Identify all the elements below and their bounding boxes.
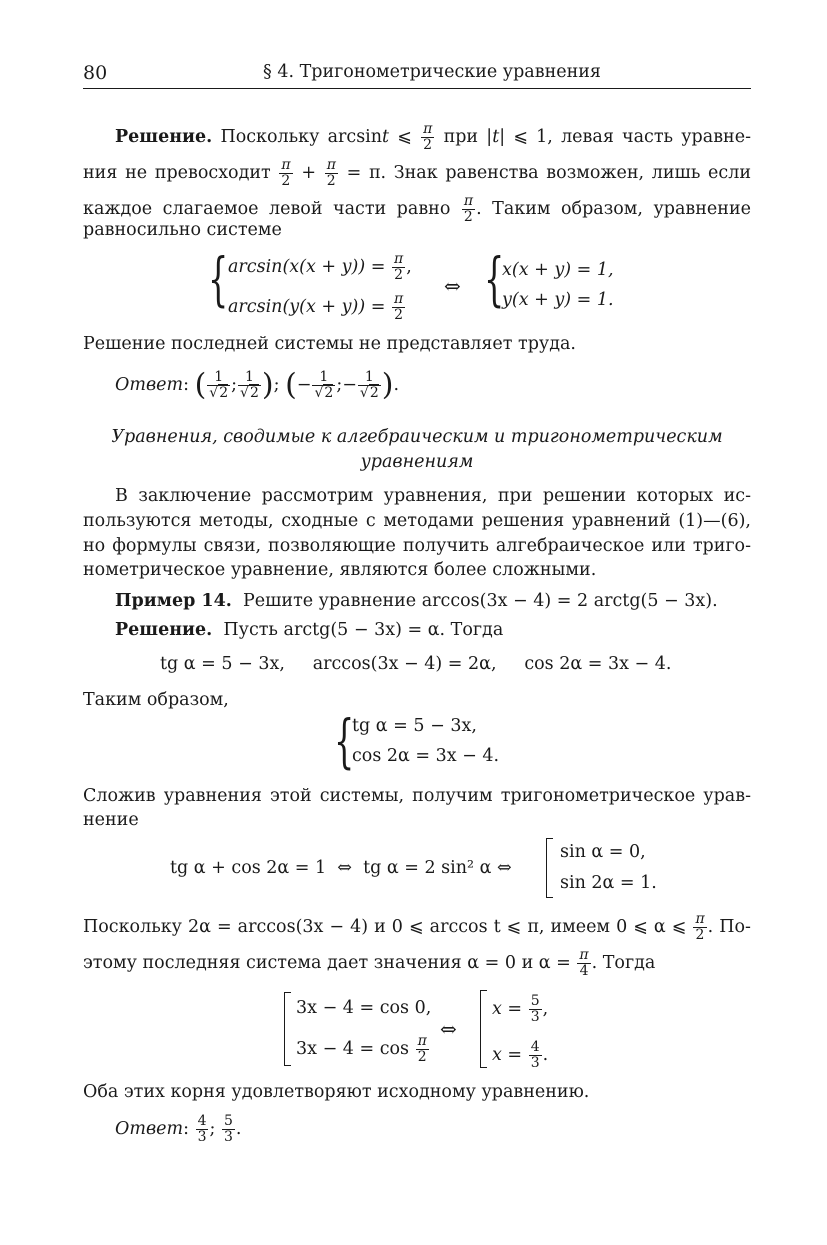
text: ; [209, 1119, 216, 1139]
text: ⩽ [389, 127, 421, 147]
p5-line1 [83, 912, 751, 943]
denominator: 3 [223, 1129, 233, 1145]
sys3-row2 [296, 1034, 430, 1065]
fraction [238, 370, 261, 401]
numerator: π [394, 291, 404, 307]
solution-label: Решение. [115, 620, 213, 640]
fraction [358, 370, 381, 401]
numerator: π [463, 193, 474, 209]
numerator: π [579, 947, 589, 963]
p3-line4: нометрическое уравнение, являются более сложными. [83, 560, 597, 580]
fraction [392, 292, 405, 323]
numerator: 4 [197, 1113, 207, 1129]
text: каждое слагаемое левой части равно [83, 199, 451, 219]
solution-2 [115, 618, 751, 642]
denominator: 2 [695, 927, 705, 943]
text: , [406, 257, 412, 277]
text: ; [336, 375, 343, 395]
text: , [542, 999, 549, 1019]
paren: ) [261, 367, 274, 403]
denominator: 2 [394, 267, 404, 283]
text: . Таким образом, уравнение [476, 199, 751, 219]
thus-text: Таким образом, [83, 690, 229, 710]
left-bracket [480, 990, 487, 1068]
text: t [382, 127, 390, 147]
text: − [296, 375, 312, 395]
text: Поскольку arcsin [220, 127, 383, 147]
denominator: 3 [530, 1055, 540, 1071]
denominator: 3 [197, 1129, 207, 1145]
sys1-right-row2: y(x + y) = 1. [502, 290, 614, 310]
text: ; [273, 375, 280, 395]
fraction [529, 994, 542, 1025]
denominator: 2 [463, 209, 473, 225]
denominator: √2 [209, 385, 229, 401]
numerator: π [281, 157, 291, 173]
numerator: π [695, 911, 705, 927]
text: = π. Знак равенства возможен, лишь если [338, 163, 751, 183]
p2: Решение последней системы не представляет труда. [83, 334, 576, 354]
subheading-line1: Уравнения, сводимые к алгебраическим и тригонометрическим [111, 427, 723, 447]
denominator: 2 [423, 137, 433, 153]
text: x = [492, 1045, 523, 1065]
left-brace: { [484, 245, 505, 313]
subheading-line2: уравнениям [360, 452, 474, 472]
p1-line1 [115, 122, 751, 153]
denominator: 2 [394, 307, 404, 323]
p4-line1: Сложив уравнения этой системы, получим тригонометрическое урав- [83, 786, 751, 806]
sys1-row1 [228, 252, 412, 283]
text: − [342, 375, 357, 395]
fraction [312, 370, 335, 401]
text: : [183, 1119, 189, 1139]
text: . По- [707, 917, 751, 937]
fraction [325, 158, 338, 189]
numerator: π [423, 121, 433, 137]
text: t [492, 127, 500, 147]
radicand: 2 [249, 385, 259, 401]
fraction [279, 158, 292, 189]
answer-2 [115, 1114, 751, 1145]
fraction [207, 370, 230, 401]
sys1-right-row1: x(x + y) = 1, [502, 260, 614, 280]
text: ; [231, 375, 238, 395]
radicand: 2 [324, 385, 334, 401]
answer-label: Ответ [115, 375, 184, 395]
denominator: 2 [326, 173, 336, 189]
left-brace: { [334, 707, 355, 775]
sys3-right-row1 [492, 994, 548, 1025]
fraction [196, 1114, 209, 1145]
numerator: 5 [530, 993, 540, 1009]
answer-label: Ответ [115, 1119, 184, 1139]
text: arcsin(x(x + y)) = [228, 257, 386, 277]
sys2-row2: cos 2α = 3x − 4. [352, 746, 500, 766]
denominator: √2 [240, 385, 259, 401]
numerator: π [326, 157, 336, 173]
numerator: 1 [312, 370, 335, 386]
text: . [542, 1045, 549, 1065]
eq2-left: tg α + cos 2α = 1 ⇔ tg α = 2 sin² α ⇔ [170, 858, 512, 878]
paren: ( [194, 367, 207, 403]
text: x = [492, 999, 523, 1019]
iff-symbol: ⇔ [444, 274, 461, 298]
text: | ⩽ 1, левая часть уравне- [499, 127, 751, 147]
fraction [392, 252, 405, 283]
text: . [393, 375, 400, 395]
p3-line1: В заключение рассмотрим уравнения, при решении которых ис- [115, 486, 751, 506]
radicand: 2 [369, 385, 379, 401]
fraction [421, 122, 434, 153]
sys1-row2 [228, 292, 406, 323]
example-14 [115, 589, 751, 613]
numerator: 5 [223, 1113, 233, 1129]
denominator: 2 [417, 1049, 427, 1065]
sys3-row1: 3x − 4 = cos 0, [296, 998, 432, 1018]
paren: ) [381, 367, 394, 403]
eq2-row1: sin α = 0, [560, 842, 646, 862]
left-brace: { [208, 245, 229, 313]
sys3-right-row2 [492, 1040, 548, 1071]
eq2-row2: sin 2α = 1. [560, 873, 657, 893]
numerator: π [417, 1033, 427, 1049]
denominator: √2 [314, 385, 334, 401]
denominator: √2 [359, 385, 379, 401]
solution-label: Решение. [115, 127, 213, 147]
running-title: § 4. Тригонометрические уравнения [263, 62, 601, 82]
text: Поскольку 2α = arccos(3x − 4) и 0 ⩽ arccos t ⩽ π, имеем 0 ⩽ α ⩽ [83, 917, 687, 937]
left-bracket [284, 992, 291, 1066]
numerator: 1 [358, 370, 381, 386]
text: + [293, 163, 324, 183]
text: arcsin(y(x + y)) = [228, 297, 386, 317]
text: при | [443, 127, 493, 147]
text: . [235, 1119, 242, 1139]
left-bracket [546, 838, 553, 898]
page-header [83, 62, 751, 89]
p6: Оба этих корня удовлетворяют исходному уравнению. [83, 1082, 590, 1102]
answer-1 [115, 367, 751, 403]
fraction [416, 1034, 429, 1065]
p1-line2 [83, 158, 751, 189]
page-number: 80 [83, 62, 108, 84]
fraction [222, 1114, 235, 1145]
fraction [693, 912, 706, 943]
numerator: 1 [207, 370, 230, 386]
equation-line: tg α = 5 − 3x, arccos(3x − 4) = 2α, cos 2α = 3x − 4. [160, 654, 672, 674]
text: . Тогда [591, 953, 656, 973]
fraction [529, 1040, 542, 1071]
text: ния не превосходит [83, 163, 271, 183]
p5-line2 [83, 948, 751, 979]
iff-symbol: ⇔ [440, 1017, 457, 1041]
text: этому последняя система дает значения α = 0 и α = [83, 953, 571, 973]
p1-line4: равносильно системе [83, 220, 282, 240]
numerator: 1 [238, 370, 261, 386]
fraction [577, 948, 590, 979]
numerator: π [393, 251, 404, 267]
paren: ( [285, 367, 297, 403]
text: : [183, 375, 189, 395]
example-label: Пример 14. [115, 591, 232, 611]
numerator: 4 [530, 1039, 540, 1055]
text: Пусть arctg(5 − 3x) = α. Тогда [223, 620, 504, 640]
sys2-row1: tg α = 5 − 3x, [352, 716, 477, 736]
denominator: 4 [579, 963, 589, 979]
text: 3x − 4 = cos [296, 1039, 410, 1059]
p4-line2: нение [83, 810, 139, 830]
p3-line3: но формулы связи, позволяющие получить алгебраическое или триго- [83, 536, 751, 556]
text: Решите уравнение arccos(3x − 4) = 2 arctg(5 − 3x). [243, 591, 718, 611]
denominator: 2 [281, 173, 291, 189]
denominator: 3 [530, 1009, 540, 1025]
radicand: 2 [219, 385, 229, 401]
p3-line2: пользуются методы, сходные с методами решения уравнений (1)—(6), [83, 511, 751, 531]
